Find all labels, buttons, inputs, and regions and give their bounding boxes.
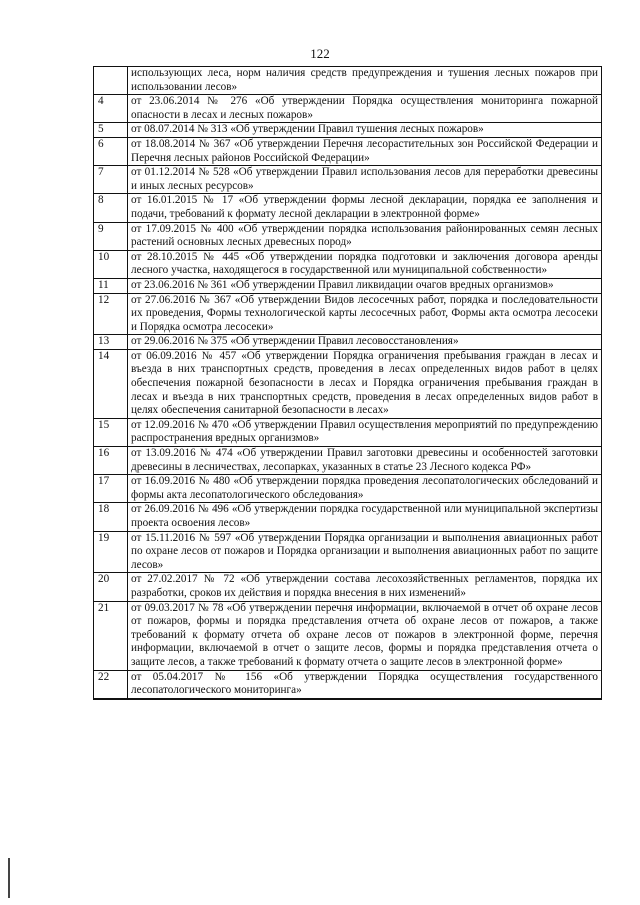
table-row [94, 123, 602, 138]
row-text: от 28.10.2015 № 445 «Об утверждении порядка подготовки и заключения договора аренды лесного участка, находящегося в государственной или муниципальной собственности» [128, 250, 602, 278]
table-row [94, 601, 602, 670]
page-number: 122 [310, 46, 330, 61]
row-number: 11 [94, 278, 128, 293]
table-row [94, 531, 602, 573]
table-row [94, 573, 602, 601]
table-row [94, 335, 602, 350]
row-number [94, 698, 128, 699]
row-text: от 16.01.2015 № 17 «Об утверждении формы лесной декларации, порядка ее заполнения и подачи, требований к формату лесной декларации в электронной форме» [128, 194, 602, 222]
row-text: от 18.08.2014 № 367 «Об утверждении Перечня лесорастительных зон Российской Федерации и Перечня лесных районов Российской Федерации» [128, 137, 602, 165]
row-text: от 27.02.2017 № 72 «Об утверждении состава лесохозяйственных регламентов, порядка их разработки, сроков их действия и порядка внесения в них изменений» [128, 573, 602, 601]
row-number: 14 [94, 349, 128, 418]
table-row [94, 475, 602, 503]
table-row [94, 137, 602, 165]
row-text: от 12.09.2016 № 470 «Об утверждении Правил осуществления мероприятий по предупреждению распространения вредных организмов» [128, 418, 602, 446]
row-text [128, 698, 602, 699]
row-text: использующих леса, норм наличия средств предупреждения и тушения лесных пожаров при использовании лесов» [128, 67, 602, 95]
row-number: 12 [94, 293, 128, 335]
scan-edge-mark [8, 858, 10, 898]
table-row [94, 418, 602, 446]
row-text: от 01.12.2014 № 528 «Об утверждении Правил использования лесов для переработки древесины и иных лесных ресурсов» [128, 166, 602, 194]
row-text: от 29.06.2016 № 375 «Об утверждении Правил лесовосстановления» [128, 335, 602, 350]
row-text: от 23.06.2014 № 276 «Об утверждении Порядка осуществления мониторинга пожарной опасности в лесах и лесных пожаров» [128, 95, 602, 123]
row-text: от 16.09.2016 № 480 «Об утверждении порядка проведения лесопатологических обследований и формы акта лесопатологического обследования» [128, 475, 602, 503]
row-text: от 26.09.2016 № 496 «Об утверждении порядка государственной или муниципальной экспертизы проекта освоения лесов» [128, 503, 602, 531]
row-number: 21 [94, 601, 128, 670]
row-number: 18 [94, 503, 128, 531]
row-number: 13 [94, 335, 128, 350]
row-text: от 05.04.2017 № 156 «Об утверждении Порядка осуществления государственного лесопатологического мониторинга» [128, 670, 602, 698]
row-number: 8 [94, 194, 128, 222]
row-number: 10 [94, 250, 128, 278]
row-number: 9 [94, 222, 128, 250]
table-row [94, 194, 602, 222]
regulations-table [93, 66, 602, 700]
table-row [94, 278, 602, 293]
table-row [94, 166, 602, 194]
table-row [94, 670, 602, 698]
table-row [94, 222, 602, 250]
row-number: 19 [94, 531, 128, 573]
table-row [94, 349, 602, 418]
row-text: от 08.07.2014 № 313 «Об утверждении Правил тушения лесных пожаров» [128, 123, 602, 138]
table-row [94, 503, 602, 531]
row-number: 20 [94, 573, 128, 601]
row-text: от 15.11.2016 № 597 «Об утверждении Порядка организации и выполнения авиационных работ по охране лесов от пожаров и Порядка организации и выполнения авиационных работ по защите лесов» [128, 531, 602, 573]
row-text: от 27.06.2016 № 367 «Об утверждении Видов лесосечных работ, порядка и последовательности их проведения, Формы технологической карты лесосечных работ, Формы акта осмотра лесосеки и Порядка осмотра лесосеки» [128, 293, 602, 335]
row-text: от 06.09.2016 № 457 «Об утверждении Порядка ограничения пребывания граждан в лесах и въезда в них транспортных средств, проведения в лесах определенных видов работ в целях обеспечения пожарной безопасности в лесах и Порядка ограничения пребывания граждан в лесах и въезда в них транспортных средств, проведения в лесах определенных видов работ в целях обеспечения санитарной безопасности в лесах» [128, 349, 602, 418]
row-text: от 23.06.2016 № 361 «Об утверждении Правил ликвидации очагов вредных организмов» [128, 278, 602, 293]
table-row [94, 698, 602, 699]
row-number: 4 [94, 95, 128, 123]
row-number: 6 [94, 137, 128, 165]
row-number: 5 [94, 123, 128, 138]
row-text: от 09.03.2017 № 78 «Об утверждении перечня информации, включаемой в отчет об охране лесов от пожаров, формы и порядка представления отчета об охране лесов от пожаров, а также требований к формату отчета об охране лесов от пожаров в электронной форме, перечня информации, включаемой в отчет о защите лесов, формы и порядка представления отчета о защите лесов, а также требований к формату отчета о защите лесов в электронной форме» [128, 601, 602, 670]
row-number: 7 [94, 166, 128, 194]
row-text: от 13.09.2016 № 474 «Об утверждении Правил заготовки древесины и особенностей заготовки древесины в лесничествах, лесопарках, указанных в статье 23 Лесного кодекса РФ» [128, 447, 602, 475]
row-number: 15 [94, 418, 128, 446]
row-number: 16 [94, 447, 128, 475]
row-text: от 17.09.2015 № 400 «Об утверждении порядка использования районированных семян лесных растений основных лесных древесных пород» [128, 222, 602, 250]
table-row [94, 250, 602, 278]
row-number: 17 [94, 475, 128, 503]
row-number: 22 [94, 670, 128, 698]
table-row [94, 447, 602, 475]
table-row [94, 67, 602, 95]
table-row [94, 293, 602, 335]
table-row [94, 95, 602, 123]
row-number [94, 67, 128, 95]
